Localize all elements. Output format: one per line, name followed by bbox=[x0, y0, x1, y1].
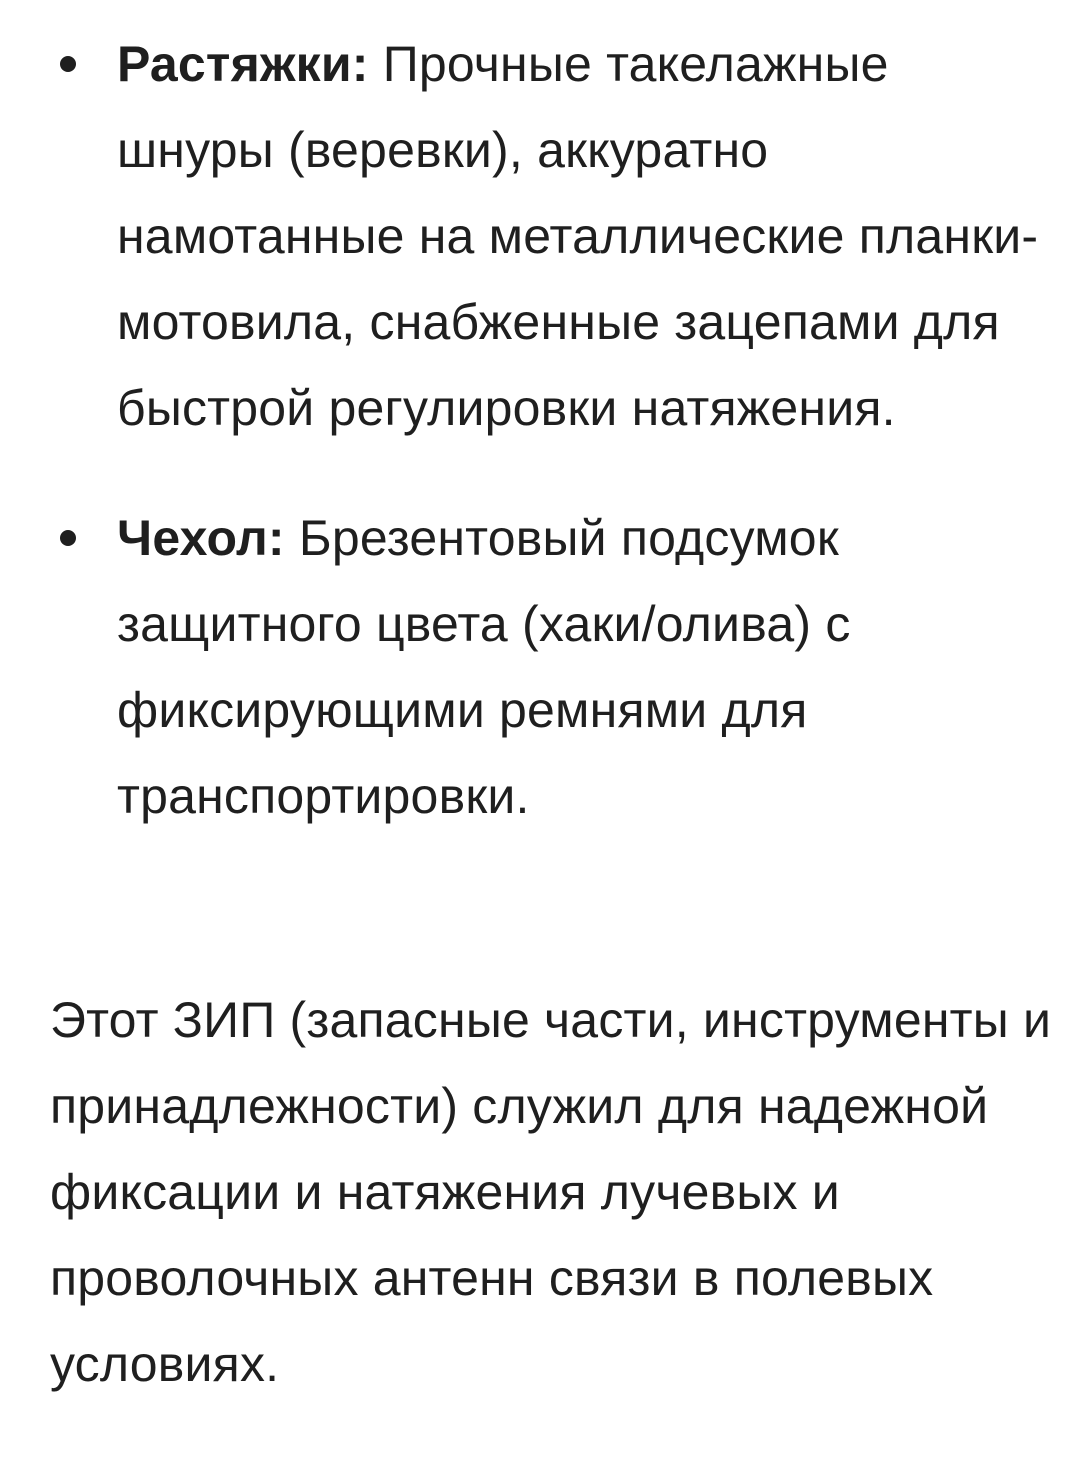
summary-paragraph: Этот ЗИП (запасные части, инструменты и принадлежности) служил для надежной фиксации и натяжения лучевых и проволочных антенн связи в полевых условиях. bbox=[50, 992, 1052, 1392]
bullet-list bbox=[0, 21, 1080, 839]
list-item-cover bbox=[0, 495, 1080, 839]
item-term: Растяжки: bbox=[117, 36, 369, 92]
item-description: Брезентовый подсумок защитного цвета (хаки/олива) с фиксирующими ремнями для транспортировки. bbox=[117, 510, 851, 824]
item-term: Чехол: bbox=[117, 510, 285, 566]
item-description: Прочные такелажные шнуры (веревки), аккуратно намотанные на металлические планки-мотовила, снабженные зацепами для быстрой регулировки натяжения. bbox=[117, 36, 1039, 436]
bullet-dot-icon bbox=[60, 56, 76, 72]
list-item-guy-ropes bbox=[0, 21, 1080, 451]
bullet-dot-icon bbox=[60, 530, 76, 546]
